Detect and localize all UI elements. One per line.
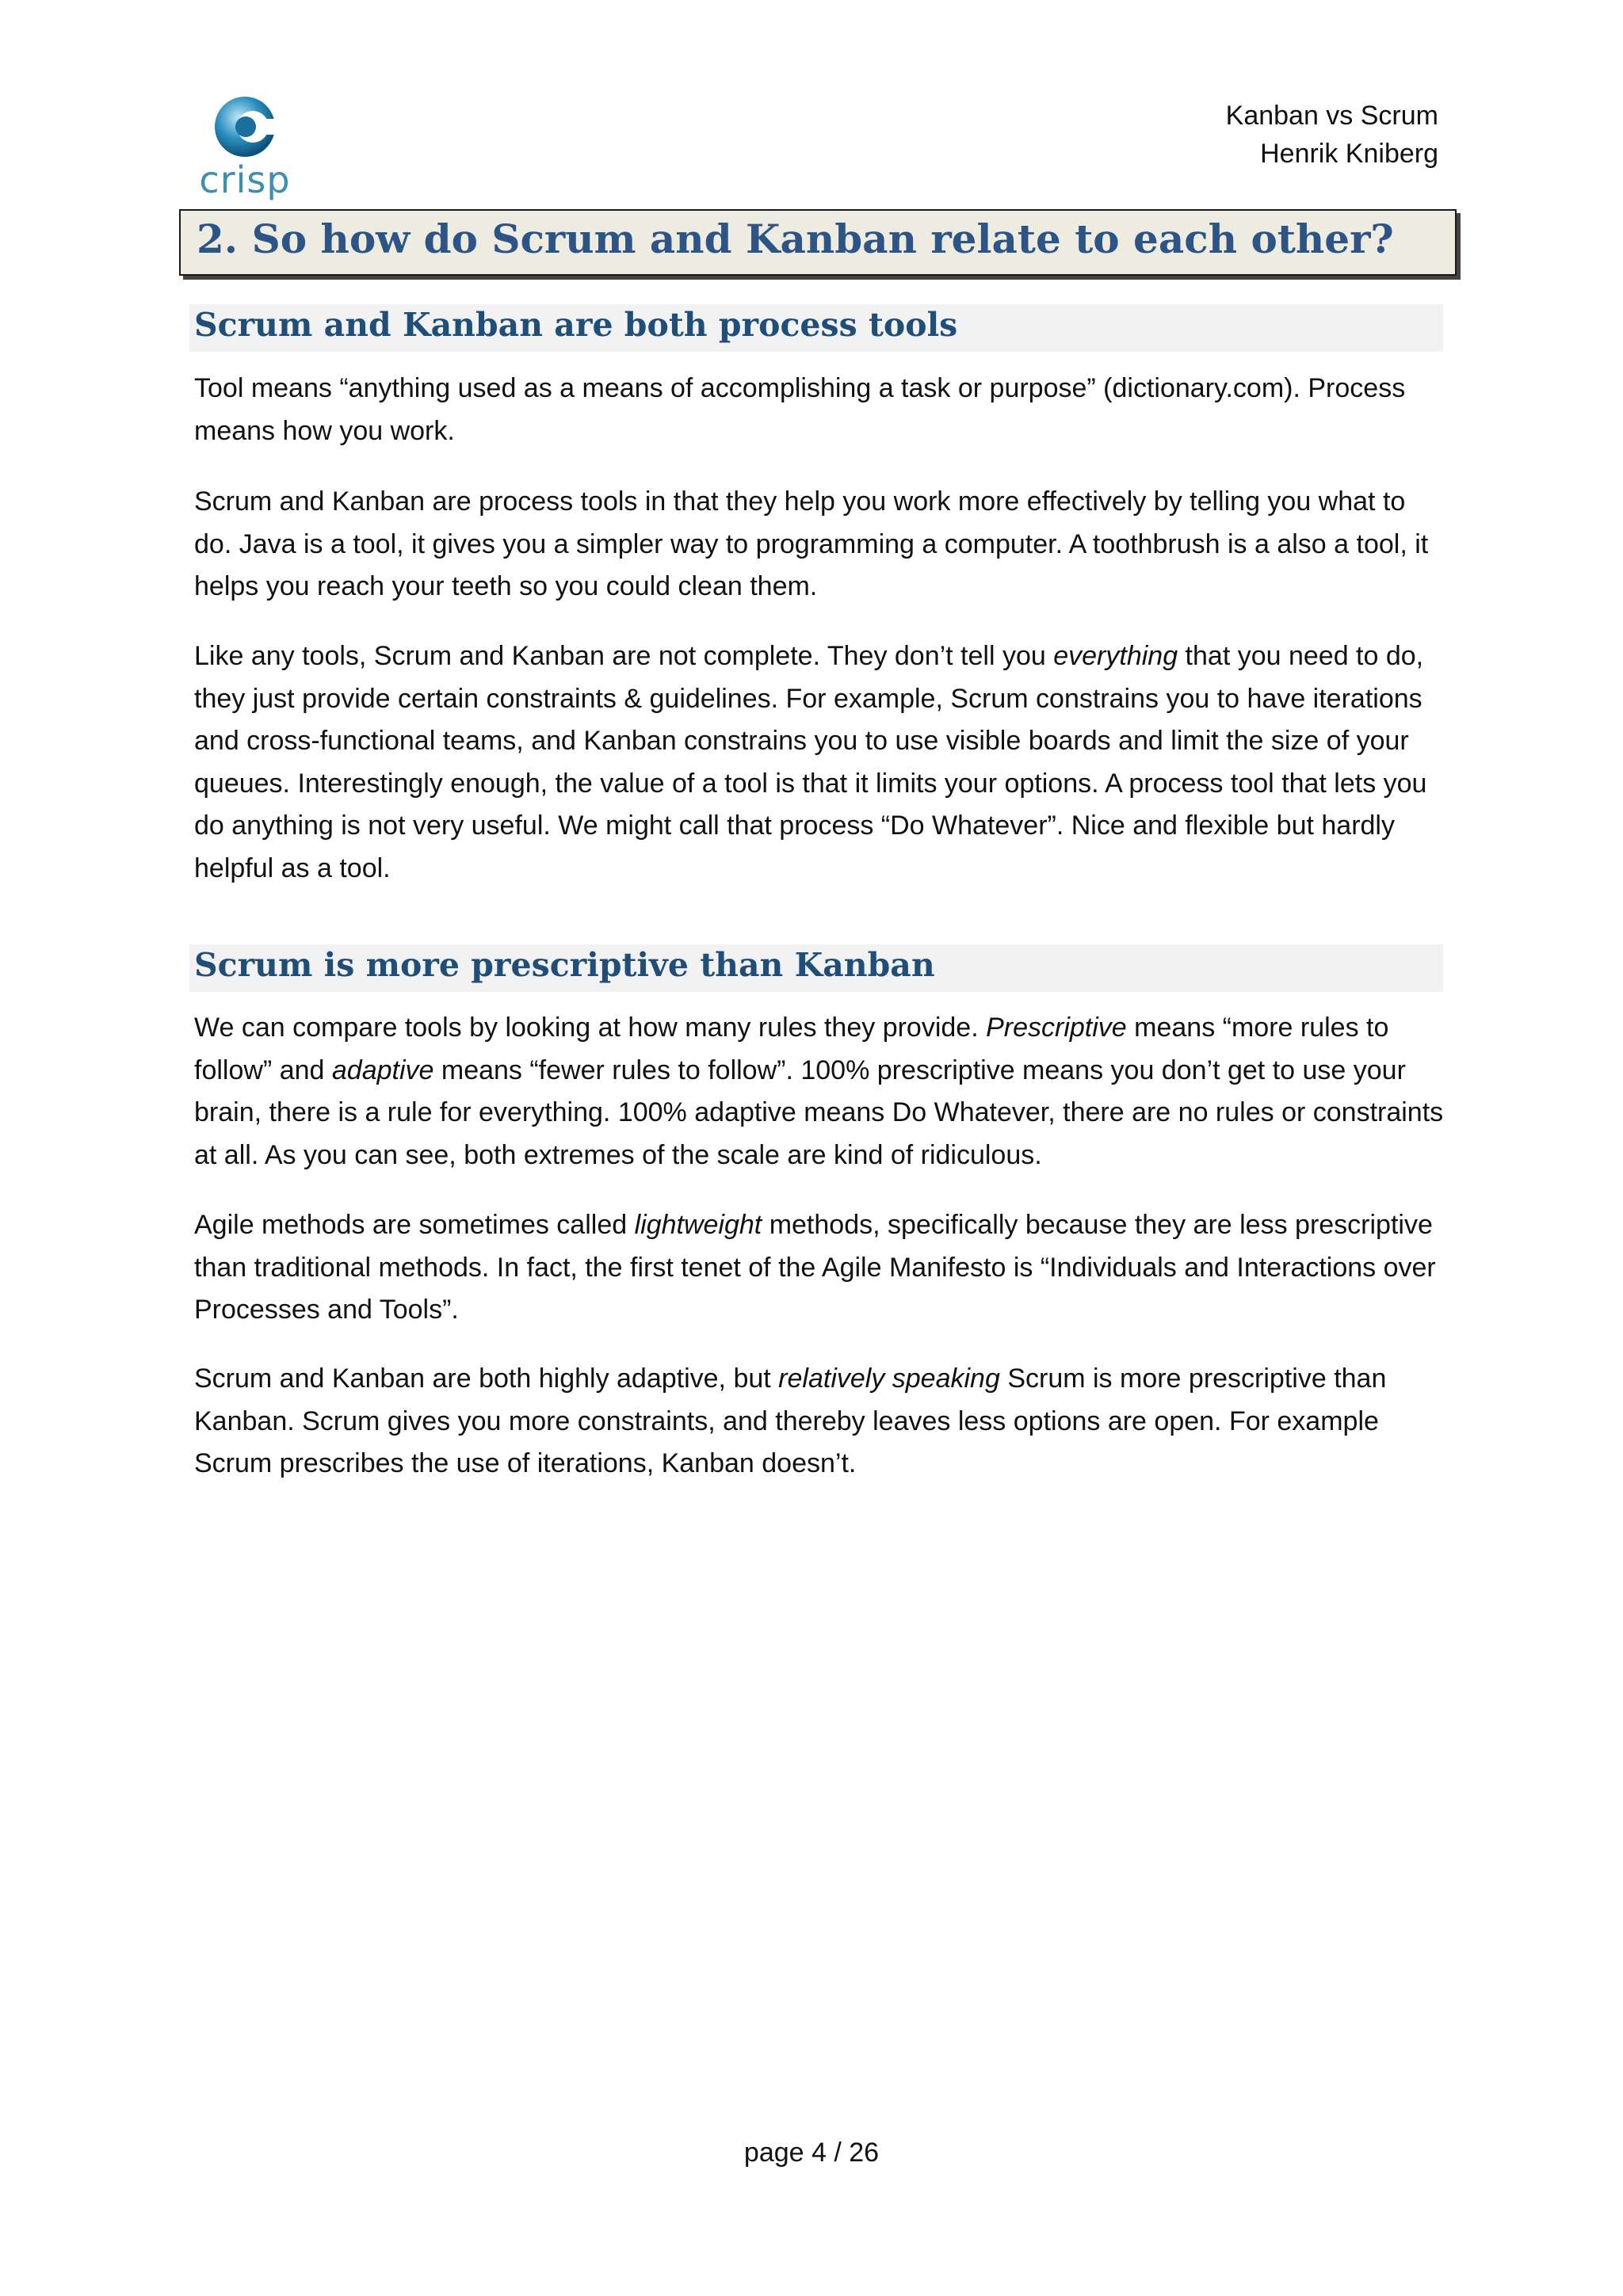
running-header — [1226, 97, 1438, 173]
section-heading-bar — [189, 304, 1443, 352]
crisp-logo — [193, 93, 296, 201]
emphasis-text: Prescriptive — [986, 1013, 1127, 1043]
chapter-heading-box — [179, 209, 1457, 276]
paragraph-text: means “more rules to follow” and — [194, 1013, 1389, 1085]
crisp-logo-icon — [193, 93, 296, 162]
emphasis-text: lightweight — [634, 1210, 762, 1240]
emphasis-text: relatively speaking — [778, 1363, 1000, 1394]
paragraph-text: Scrum and Kanban are process tools in that they help you work more effectively by telling you what to do. Java is a tool, it gives you a simpler way to programming a computer. A toothbrush is a also a tool, it helps you reach your teeth so you could clean them. — [194, 486, 1429, 601]
section-heading-bar — [189, 944, 1443, 992]
paragraph — [194, 1358, 1446, 1486]
emphasis-text: everything — [1053, 641, 1178, 671]
paragraph-text: methods, specifically because they are less prescriptive than traditional methods. In fact, the first tenet of the Agile Manifesto is “Individuals and Interactions over Processes and Tools”. — [194, 1210, 1436, 1325]
logo-wordmark: crisp — [199, 158, 291, 201]
paragraph-text: means “fewer rules to follow”. 100% prescriptive means you don’t get to use your brain, there is a rule for everything. 100% adaptive means Do Whatever, there are no rules or constraints at all. As you can see, both extremes of the scale are kind of ridiculous. — [194, 1055, 1444, 1170]
chapter-title: 2. So how do Scrum and Kanban relate to each other? — [197, 215, 1394, 262]
paragraph — [194, 481, 1446, 608]
paragraph-text: Scrum is more prescriptive than Kanban. Scrum gives you more constraints, and thereby leaves less options are open. For example Scrum prescribes the use of iterations, Kanban doesn’t. — [194, 1363, 1387, 1478]
paragraph — [194, 1204, 1446, 1332]
paragraph-text: Like any tools, Scrum and Kanban are not complete. They don’t tell you — [194, 641, 1054, 671]
paragraph-text: We can compare tools by looking at how many rules they provide. — [194, 1013, 987, 1043]
page-number: page 4 / 26 — [743, 2138, 880, 2168]
header-doc-title: Kanban vs Scrum — [1225, 101, 1438, 131]
paragraph-text: Agile methods are sometimes called — [194, 1210, 635, 1240]
paragraph-text: Tool means “anything used as a means of accomplishing a task or purpose” (dictionary.com). Process means how you work. — [194, 373, 1406, 446]
section-title-prescriptive: Scrum is more prescriptive than Kanban — [194, 946, 935, 984]
paragraph — [194, 1007, 1446, 1177]
emphasis-text: adaptive — [331, 1055, 434, 1085]
paragraph — [194, 368, 1446, 452]
paragraph — [194, 635, 1446, 890]
paragraph-text: Scrum and Kanban are both highly adaptive, but — [194, 1363, 779, 1394]
paragraph-text: that you need to do, they just provide certain constraints & guidelines. For example, Scrum constrains you to have iterations and cross-functional teams, and Kanban constrains you to use visible boards and limit the size of your queues. Interestingly enough, the value of a tool is that it limits your options. A process tool that lets you do anything is not very useful. We might call that process “Do Whatever”. Nice and flexible but hardly helpful as a tool. — [194, 641, 1427, 883]
header-author: Henrik Kniberg — [1260, 139, 1438, 169]
section-title-process-tools: Scrum and Kanban are both process tools — [194, 306, 958, 344]
